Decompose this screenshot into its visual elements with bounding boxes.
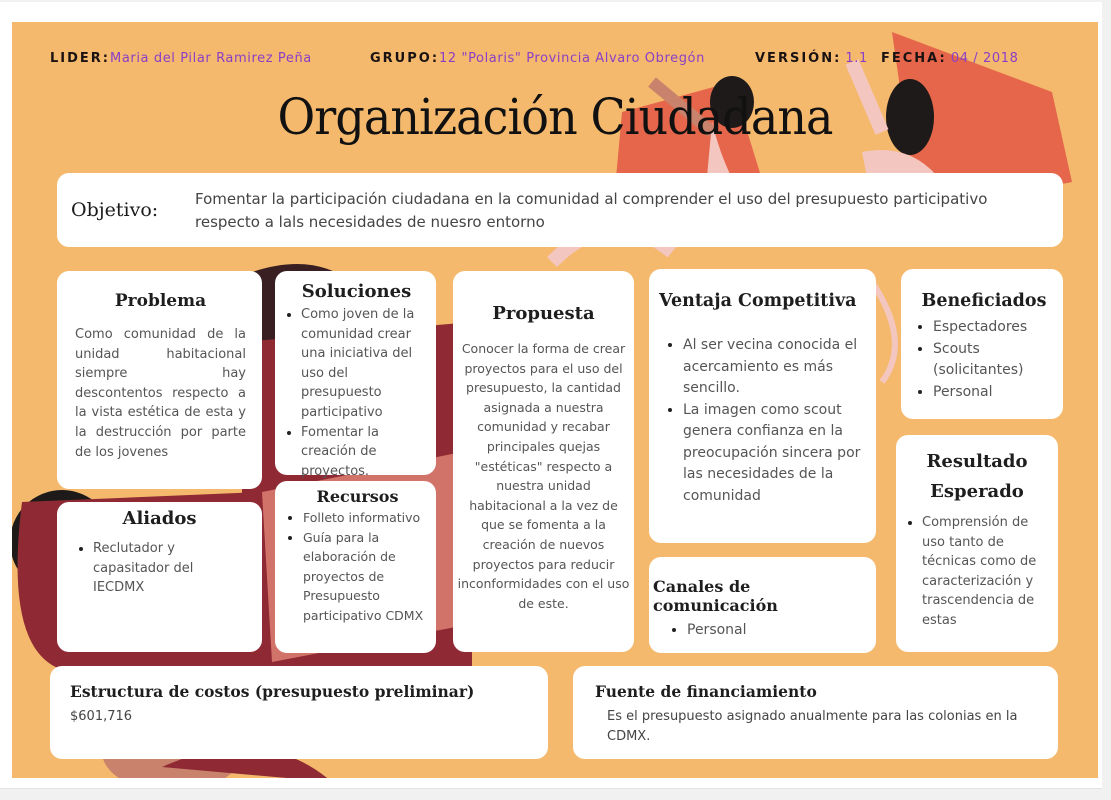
list-item: • Como joven de la comunidad crear una iniciativa del uso del presupuesto participativo: [301, 305, 432, 423]
problema-card: [57, 271, 262, 489]
resultado-list: [902, 513, 1052, 631]
poster: [12, 22, 1098, 778]
version-value: 1.1: [845, 51, 868, 66]
objective-card: [57, 173, 1063, 247]
list-item: • Personal: [933, 382, 1057, 404]
page-title: Organización Ciudadana: [277, 88, 833, 146]
propuesta-title: Propuesta: [492, 303, 595, 324]
resultado-title: [902, 447, 1052, 507]
list-item: • La imagen como scout genera confianza en la preocupación sincera por las necesidades de la comunidad: [683, 400, 868, 508]
propuesta-text: Conocer la forma de crear proyectos para el uso del presupuesto, la cantidad asignada a nuestra comunidad y recabar principales quejas "estéticas" respecto a nuestra unidad habitacional a la vez de que se fomenta a la creación de nuevos proyectos para reducir inconformidades con el uso de este.: [457, 341, 630, 611]
resultado-title-line1: Resultado: [926, 451, 1028, 472]
beneficiados-list: [911, 317, 1057, 403]
list-item: • Scouts (solicitantes): [933, 339, 1057, 382]
aliados-list: [65, 539, 254, 598]
financiamiento-card: [573, 666, 1058, 759]
group-label: GRUPO:: [370, 51, 440, 66]
soluciones-title: Soluciones: [301, 281, 412, 302]
list-item: • Comprensión de uso tanto de técnicas como de caracterización y trascendencia de estas: [922, 513, 1052, 631]
objective-text: Fomentar la participación ciudadana en la comunidad al comprender el uso del presupuesto participativo respecto a lals necesidades de nuesro entorno: [195, 190, 988, 231]
aliados-title: Aliados: [122, 508, 197, 529]
problema-title: Problema: [114, 291, 207, 311]
list-item: • Guía para la elaboración de proyectos de Presupuesto participativo CDMX: [303, 528, 434, 626]
date-value: 04 / 2018: [950, 51, 1019, 66]
ventaja-title: Ventaja Competitiva: [659, 291, 857, 311]
soluciones-card: [275, 271, 436, 479]
ventaja-card: [649, 269, 876, 543]
list-item: • Folleto informativo: [303, 508, 434, 528]
date-field: [881, 51, 1019, 66]
document-page: [0, 2, 1102, 789]
costos-title: Estructura de costos (presupuesto preliminar): [70, 682, 475, 701]
list-item: • Personal: [687, 621, 872, 641]
resultado-title-line2: Esperado: [930, 481, 1024, 502]
list-item: • Espectadores: [933, 317, 1057, 339]
beneficiados-title: Beneficiados: [921, 291, 1047, 311]
version-label: VERSIÓN:: [755, 51, 842, 66]
leader-label: LIDER:: [50, 51, 111, 66]
leader-field: [50, 51, 312, 66]
costos-value: $601,716: [70, 709, 133, 724]
list-item: • Reclutador y capasitador del IECDMX: [93, 539, 208, 598]
recursos-list: [281, 508, 434, 625]
aliados-card: [57, 502, 262, 652]
canales-list: [653, 621, 872, 641]
version-field: [755, 51, 868, 66]
problema-text: Como comunidad de la unidad habitacional siempre hay descontentos respecto a la vista estética de esta y la destrucción por parte de los jovenes: [75, 327, 246, 460]
financiamiento-title: Fuente de financiamiento: [595, 682, 817, 701]
financiamiento-text: Es el presupuesto asignado anualmente para las colonias en la CDMX.: [607, 709, 1018, 744]
propuesta-card: [453, 271, 634, 652]
costos-card: [50, 666, 548, 759]
resultado-card: [896, 435, 1058, 652]
objective-label: Objetivo:: [71, 199, 159, 221]
group-value: 12 "Polaris" Provincia Alvaro Obregón: [439, 51, 705, 66]
canales-title: Canales de comunicación: [653, 577, 778, 615]
soluciones-list: [281, 305, 432, 481]
list-item: • Al ser vecina conocida el acercamiento es más sencillo.: [683, 335, 868, 400]
canales-card: [649, 557, 876, 653]
leader-value: Maria del Pilar Ramirez Peña: [110, 51, 312, 66]
ventaja-list: [659, 335, 868, 507]
date-label: FECHA:: [881, 51, 947, 66]
recursos-card: [275, 481, 436, 653]
recursos-title: Recursos: [316, 487, 399, 506]
group-field: [370, 51, 705, 66]
beneficiados-card: [901, 269, 1063, 419]
list-item: • Fomentar la creación de proyectos.: [301, 423, 432, 482]
